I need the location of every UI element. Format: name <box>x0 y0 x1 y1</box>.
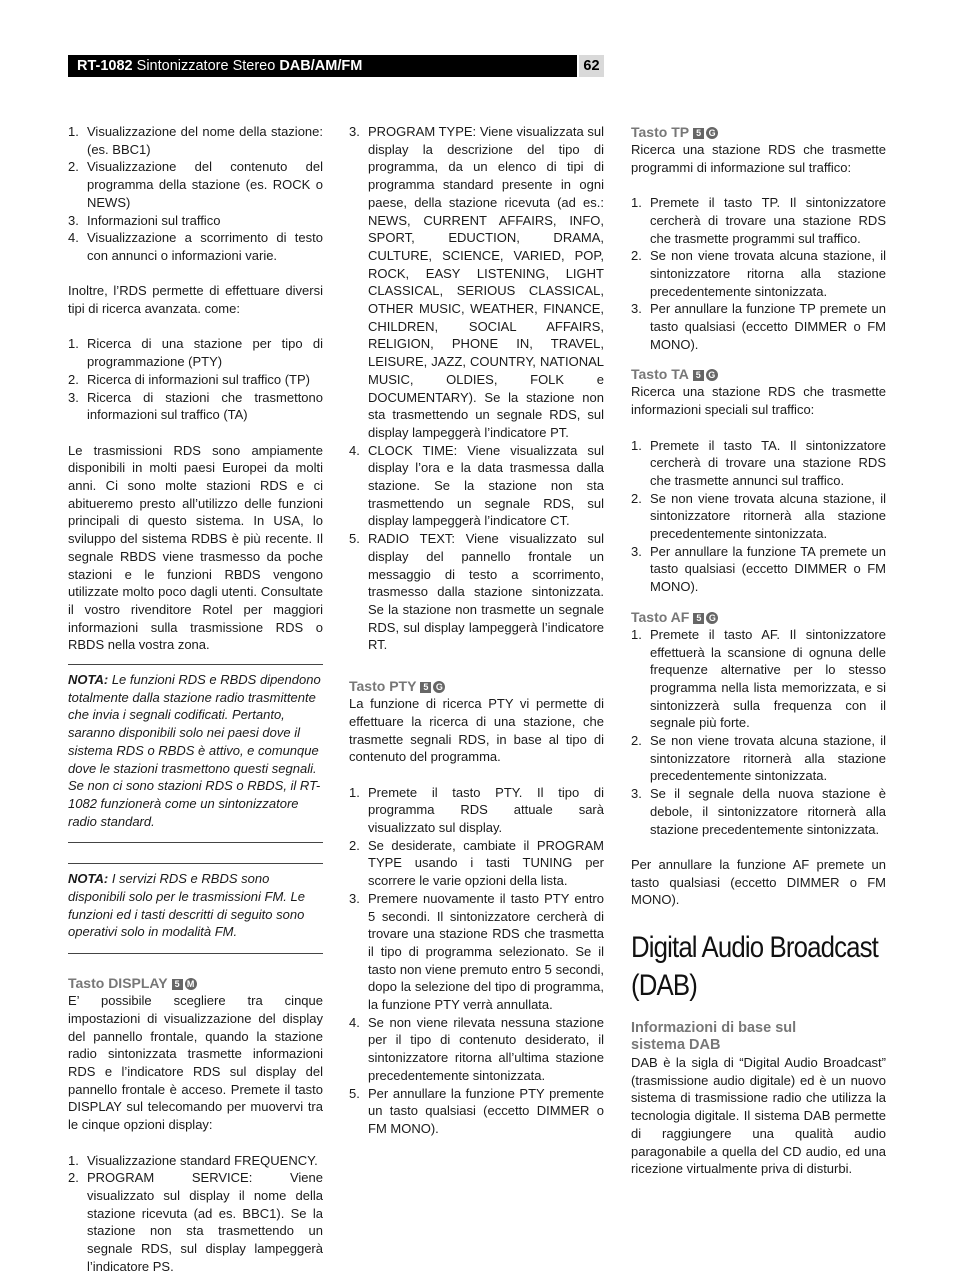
remote-badge-icon: M <box>185 978 197 990</box>
remote-badge-icon: 5 <box>693 128 704 139</box>
section-heading-af: Tasto AF 5 G <box>631 608 886 626</box>
list-item: 3. Se il segnale della nuova stazione è debole, il sintonizzatore ritornerà alla stazione precedentemente sintonizzata. <box>631 785 886 838</box>
list-item: 1. Premete il tasto PTY. Il tipo di programma RDS attuale sarà visualizzato sul display. <box>349 784 604 837</box>
remote-badge-icon: G <box>706 612 718 624</box>
list-item: 5. RADIO TEXT: Viene visualizzato sul display del pannello frontale un messaggio di testo a scorrimento, trasmesso dalla stazione sintonizzata. Se la stazione non trasmette un segnale RDS, sul display lampeggerà l’indicatore RT. <box>349 530 604 654</box>
page-header <box>68 55 577 77</box>
bands: DAB/AM/FM <box>279 58 362 74</box>
tp-steps-list <box>631 194 886 353</box>
column-1 <box>68 123 323 1275</box>
list-item: 4. Se non viene rilevata nessuna stazione per il tipo di contenuto desiderato, il sintonizzatore ritorna all’ultima stazione precedentemente sintonizzata. <box>349 1014 604 1085</box>
display-options-list-cont <box>349 123 604 654</box>
list-item: 2. Ricerca di informazioni sul traffico (TP) <box>68 371 323 389</box>
display-options-list <box>68 1152 323 1275</box>
remote-badge-icon: 5 <box>420 682 431 693</box>
remote-badge-icon: 5 <box>172 979 183 990</box>
page-number: 62 <box>579 55 604 77</box>
list-item: 2. Se desiderate, cambiate il PROGRAM TYPE usando i tasti TUNING per scorrere le varie opzioni della lista. <box>349 837 604 890</box>
paragraph: DAB è la sigla di “Digital Audio Broadcast” (trasmissione audio digitale) ed è un nuovo sistema di trasmissione radio che utilizza la tecnologia digitale. Il sistema DAB permette di raggiungere una qualità audio paragonabile a quella del CD audio, ed una ricezione virtualmente priva di disturbi. <box>631 1054 886 1178</box>
rds-search-list <box>68 335 323 424</box>
remote-badge-icon: 5 <box>693 613 704 624</box>
paragraph: Per annullare la funzione AF premete un tasto qualsiasi (eccetto DIMMER o FM MONO). <box>631 856 886 909</box>
list-item: 3. Ricerca di stazioni che trasmettono informazioni sul traffico (TA) <box>68 389 323 424</box>
paragraph: Le trasmissioni RDS sono ampiamente disponibili in molti paesi Europei da molti anni. Ci sono molte stazioni RDS e ci abitueremo presto all’utilizzo delle funzioni principali di questo sistema. In USA, lo sviluppo del sistema RDBS è più recente. Il segnale RBDS viene trasmesso da poche stazioni e le funzioni RBDS vengono utilizzate molto poco dagli utenti. Consultate il vostro rivenditore Rotel per maggiori informazioni sulla trasmissione RDS o RBDS nella vostra zona. <box>68 442 323 654</box>
list-item: 2. Se non viene trovata alcuna stazione, il sintonizzatore ritornerà alla stazione precedentemente sintonizzata. <box>631 732 886 785</box>
rds-display-list <box>68 123 323 265</box>
section-heading-display: Tasto DISPLAY 5 M <box>68 974 323 992</box>
dab-subheading: Informazioni di base sul sistema DAB <box>631 1020 886 1054</box>
remote-badge-icon: 5 <box>693 370 704 381</box>
list-item: 4. Visualizzazione a scorrimento di testo con annunci o informazioni varie. <box>68 229 323 264</box>
dab-title: Digital Audio Broadcast (DAB) <box>631 929 850 1005</box>
list-item: 1. Premete il tasto AF. Il sintonizzatore effettuerà la scansione di ognuna delle frequenze alternative per lo stesso programma nella lista memorizzata, e si sintonizzerà sulla frequenza con il segnale più forte. <box>631 626 886 732</box>
product-description: Sintonizzatore Stereo <box>137 58 276 74</box>
remote-badge-icon: G <box>706 127 718 139</box>
paragraph: Inoltre, l’RDS permette di effettuare diversi tipi di ricerca avanzata. come: <box>68 282 323 317</box>
list-item: 2. Se non viene trovata alcuna stazione, il sintonizzatore ritorna alla stazione precedentemente sintonizzata. <box>631 247 886 300</box>
column-3 <box>631 123 886 1178</box>
list-item: 3. Per annullare la funzione TA premete un tasto qualsiasi (eccetto DIMMER o FM MONO). <box>631 543 886 596</box>
list-item: 3. Informazioni sul traffico <box>68 212 323 230</box>
list-item: 1. Ricerca di una stazione per tipo di programmazione (PTY) <box>68 335 323 370</box>
list-item: 2. Se non viene trovata alcuna stazione, il sintonizzatore ritornerà alla stazione precedentemente sintonizzata. <box>631 490 886 543</box>
paragraph: E’ possibile scegliere tra cinque impostazioni di visualizzazione del display del pannello frontale, quando la stazione radio sintonizzata trasmette informazioni RDS e l’indicatore RDS sul display del pannello frontale è acceso. Premete il tasto DISPLAY sul telecomando per muovervi tra le cinque opzioni display: <box>68 992 323 1134</box>
note-box: NOTA: I servizi RDS e RBDS sono disponibili solo per le trasmissioni FM. Le funzioni ed i tasti descritti di seguito sono operativi solo in modalità FM. <box>68 863 323 954</box>
list-item: 4. CLOCK TIME: Viene visualizzata sul display l’ora e la data trasmessa dalla stazione. Se la stazione non sta trasmettendo un segnale RDS, sul display lampeggerà l’indicatore CT. <box>349 442 604 531</box>
paragraph: Ricerca una stazione RDS che trasmette informazioni speciali sul traffico: <box>631 383 886 418</box>
section-heading-pty: Tasto PTY 5 G <box>349 677 604 695</box>
list-item: 1. Premete il tasto TA. Il sintonizzatore cercherà di trovare una stazione RDS che trasmette annunci sul traffico. <box>631 437 886 490</box>
note-box: NOTA: Le funzioni RDS e RBDS dipendono totalmente dalla stazione radio trasmittente che invia i segnali codificati. Pertanto, saranno disponibili solo nei paesi dove il sistema RDS o RBDS è attivo, e comunque dove le stazioni trasmettono questi segnali. Se non ci sono stazioni RDS o RBDS, il RT-1082 funzionerà come un sintonizzatore radio standard. <box>68 664 323 843</box>
paragraph: Ricerca una stazione RDS che trasmette programmi di informazione sul traffico: <box>631 141 886 176</box>
section-heading-tp: Tasto TP 5 G <box>631 123 886 141</box>
list-item: 1. Visualizzazione del nome della stazione: (es. BBC1) <box>68 123 323 158</box>
list-item: 1. Premete il tasto TP. Il sintonizzatore cercherà di trovare una stazione RDS che trasmette programmi sul traffico. <box>631 194 886 247</box>
list-item: 3. Per annullare la funzione TP premete un tasto qualsiasi (eccetto DIMMER o FM MONO). <box>631 300 886 353</box>
af-steps-list <box>631 626 886 838</box>
list-item: 1. Visualizzazione standard FREQUENCY. <box>68 1152 323 1170</box>
pty-steps-list <box>349 784 604 1138</box>
paragraph: La funzione di ricerca PTY vi permette di effettuare la ricerca di una stazione, che trasmette segnali RDS, in base al tipo di contenuto del programma. <box>349 695 604 766</box>
remote-badge-icon: G <box>706 369 718 381</box>
list-item: 2. PROGRAM SERVICE: Viene visualizzato sul display il nome della stazione ricevuta (ad es. BBC1). Se la stazione non sta trasmettendo un segnale RDS, sul display lampeggerà l’indicatore PS. <box>68 1169 323 1275</box>
ta-steps-list <box>631 437 886 596</box>
list-item: 3. PROGRAM TYPE: Viene visualizzata sul display la descrizione del tipo di programma, da un elenco di tipi di programma standard presente in ogni paese, della stazione ricevuta (ad es.: NEWS, CURRENT AFFAIRS, INFO, SPORT, EDUCTION, DRAMA, CULTURE, SCIENCE, VARIED, POP, ROCK, EASY LISTENING, LIGHT CLASSICAL, SERIOUS CLASSICAL, OTHER MUSIC, WEATHER, FINANCE, CHILDREN, SOCIAL AFFAIRS, RELIGION, PHONE IN, TRAVEL, LEISURE, JAZZ, COUNTRY, NATIONAL MUSIC, OLDIES, FOLK e DOCUMENTARY). Se la stazione non sta trasmettendo un segnale RDS, sul display lampeggerà l’indicatore PT. <box>349 123 604 442</box>
list-item: 2. Visualizzazione del contenuto del programma della stazione (es. ROCK o NEWS) <box>68 158 323 211</box>
model-name: RT-1082 <box>77 58 133 74</box>
list-item: 5. Per annullare la funzione PTY premente un tasto qualsiasi (eccetto DIMMER o FM MONO). <box>349 1085 604 1138</box>
remote-badge-icon: G <box>433 681 445 693</box>
section-heading-ta: Tasto TA 5 G <box>631 365 886 383</box>
column-2 <box>349 123 604 1138</box>
list-item: 3. Premere nuovamente il tasto PTY entro 5 secondi. Il sintonizzatore cercherà di trovare una stazione RDS che trasmetta il tipo di programma selezionato. Se il tasto non viene premuto entro 5 secondi, dopo la selezione del tipo di programma, la funzione PTY verrà annullata. <box>349 890 604 1014</box>
